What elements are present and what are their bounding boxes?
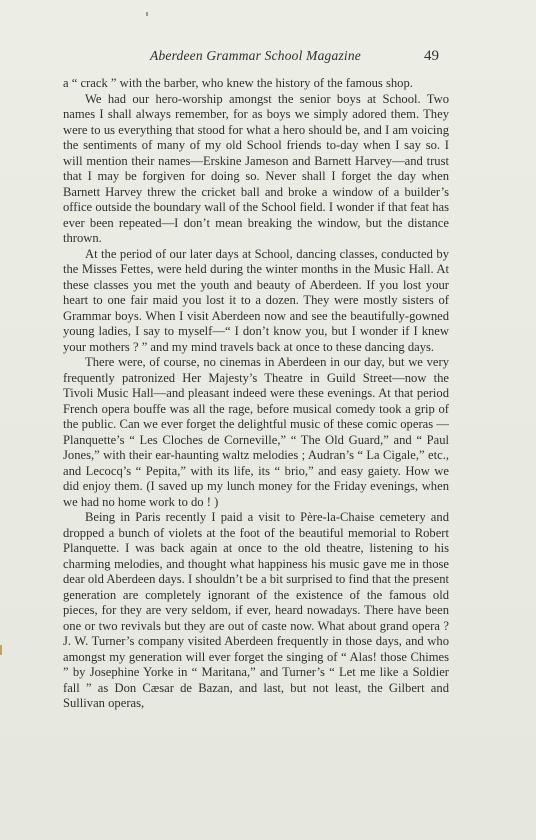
page-number: 49 xyxy=(424,48,439,64)
magazine-title: Aberdeen Grammar School Magazine xyxy=(150,48,361,63)
paragraph-1: a “ crack ” with the barber, who knew the history of the famous shop. xyxy=(63,76,413,90)
article-body xyxy=(63,76,449,712)
paragraph-2: We had our hero-worship amongst the senior boys at School. Two names I shall always remember, for as boys we simply adored them. They were to us everything that stood for what a hero should be, and I am voicing the sentiments of many of my old School friends to-day when I say so. I will mention their names—Erskine Jameson and Barnett Harvey—and trust that I may be forgiven for doing so. Never shall I forget the day when Barnett Harvey threw the cricket ball and broke a window of a builder’s office outside the boundary wall of the School field. I wonder if that feat has ever been repeated—I don’t mean breaking the window, but the distance thrown. xyxy=(63,91,449,245)
page-edge-mark xyxy=(0,645,2,655)
scan-speck xyxy=(146,12,148,16)
paragraph-5: Being in Paris recently I paid a visit to Père-la-Chaise cemetery and dropped a bunch of violets at the foot of the beautiful memorial to Robert Planquette. I was back again at once to the old theatre, listening to his charming melodies, and thought what happiness his music gave me in those dear old Aberdeen days. I shouldn’t be a bit surprised to find that the present generation are completely ignorant of the existence of the famous old pieces, for they are very seldom, if ever, heard nowadays. There have been one or two revivals but they are out of caste now. What about grand opera ? J. W. Turner’s company visited Aberdeen frequently in those days, and who amongst my generation will ever forget the singing of “ Alas! those Chimes ” by Josephine Yorke in “ Maritana,” and Turner’s “ Let me like a Soldier fall ” as Don Cæsar de Bazan, and last, but not least, the Gilbert and Sullivan operas, xyxy=(63,510,449,710)
paragraph-3: At the period of our later days at School, dancing classes, conducted by the Misses Fettes, were held during the winter months in the Music Hall. At these classes you met the youth and beauty of Aberdeen. If you lost your heart to one fair maid you lost it to a dozen. They were mostly sisters of Grammar boys. When I visit Aberdeen now and see the beautifully-gowned young ladies, I say to myself—“ I don’t know you, but I wonder if I knew your mothers ? ” and my mind travels back at once to these dancing days. xyxy=(63,246,449,354)
paragraph-4: There were, of course, no cinemas in Aberdeen in our day, but we very frequently patronized Her Majesty’s Theatre in Guild Street—now the Tivoli Music Hall—and pleasant indeed were these evenings. At that period French opera bouffe was all the rage, before musical comedy took a grip of the public. Can we ever forget the delightful music of these comic operas —Planquette’s “ Les Cloches de Corneville,” “ The Old Guard,” and “ Paul Jones,” with their ear-haunting waltz melodies ; Audran’s “ La Cigale,” etc., and Lecocq’s “ Pepita,” with its life, its “ brio,” and easy gaiety. How we did enjoy them. (I saved up my lunch money for the Friday evenings, when we had no home work to do ! ) xyxy=(63,355,449,509)
